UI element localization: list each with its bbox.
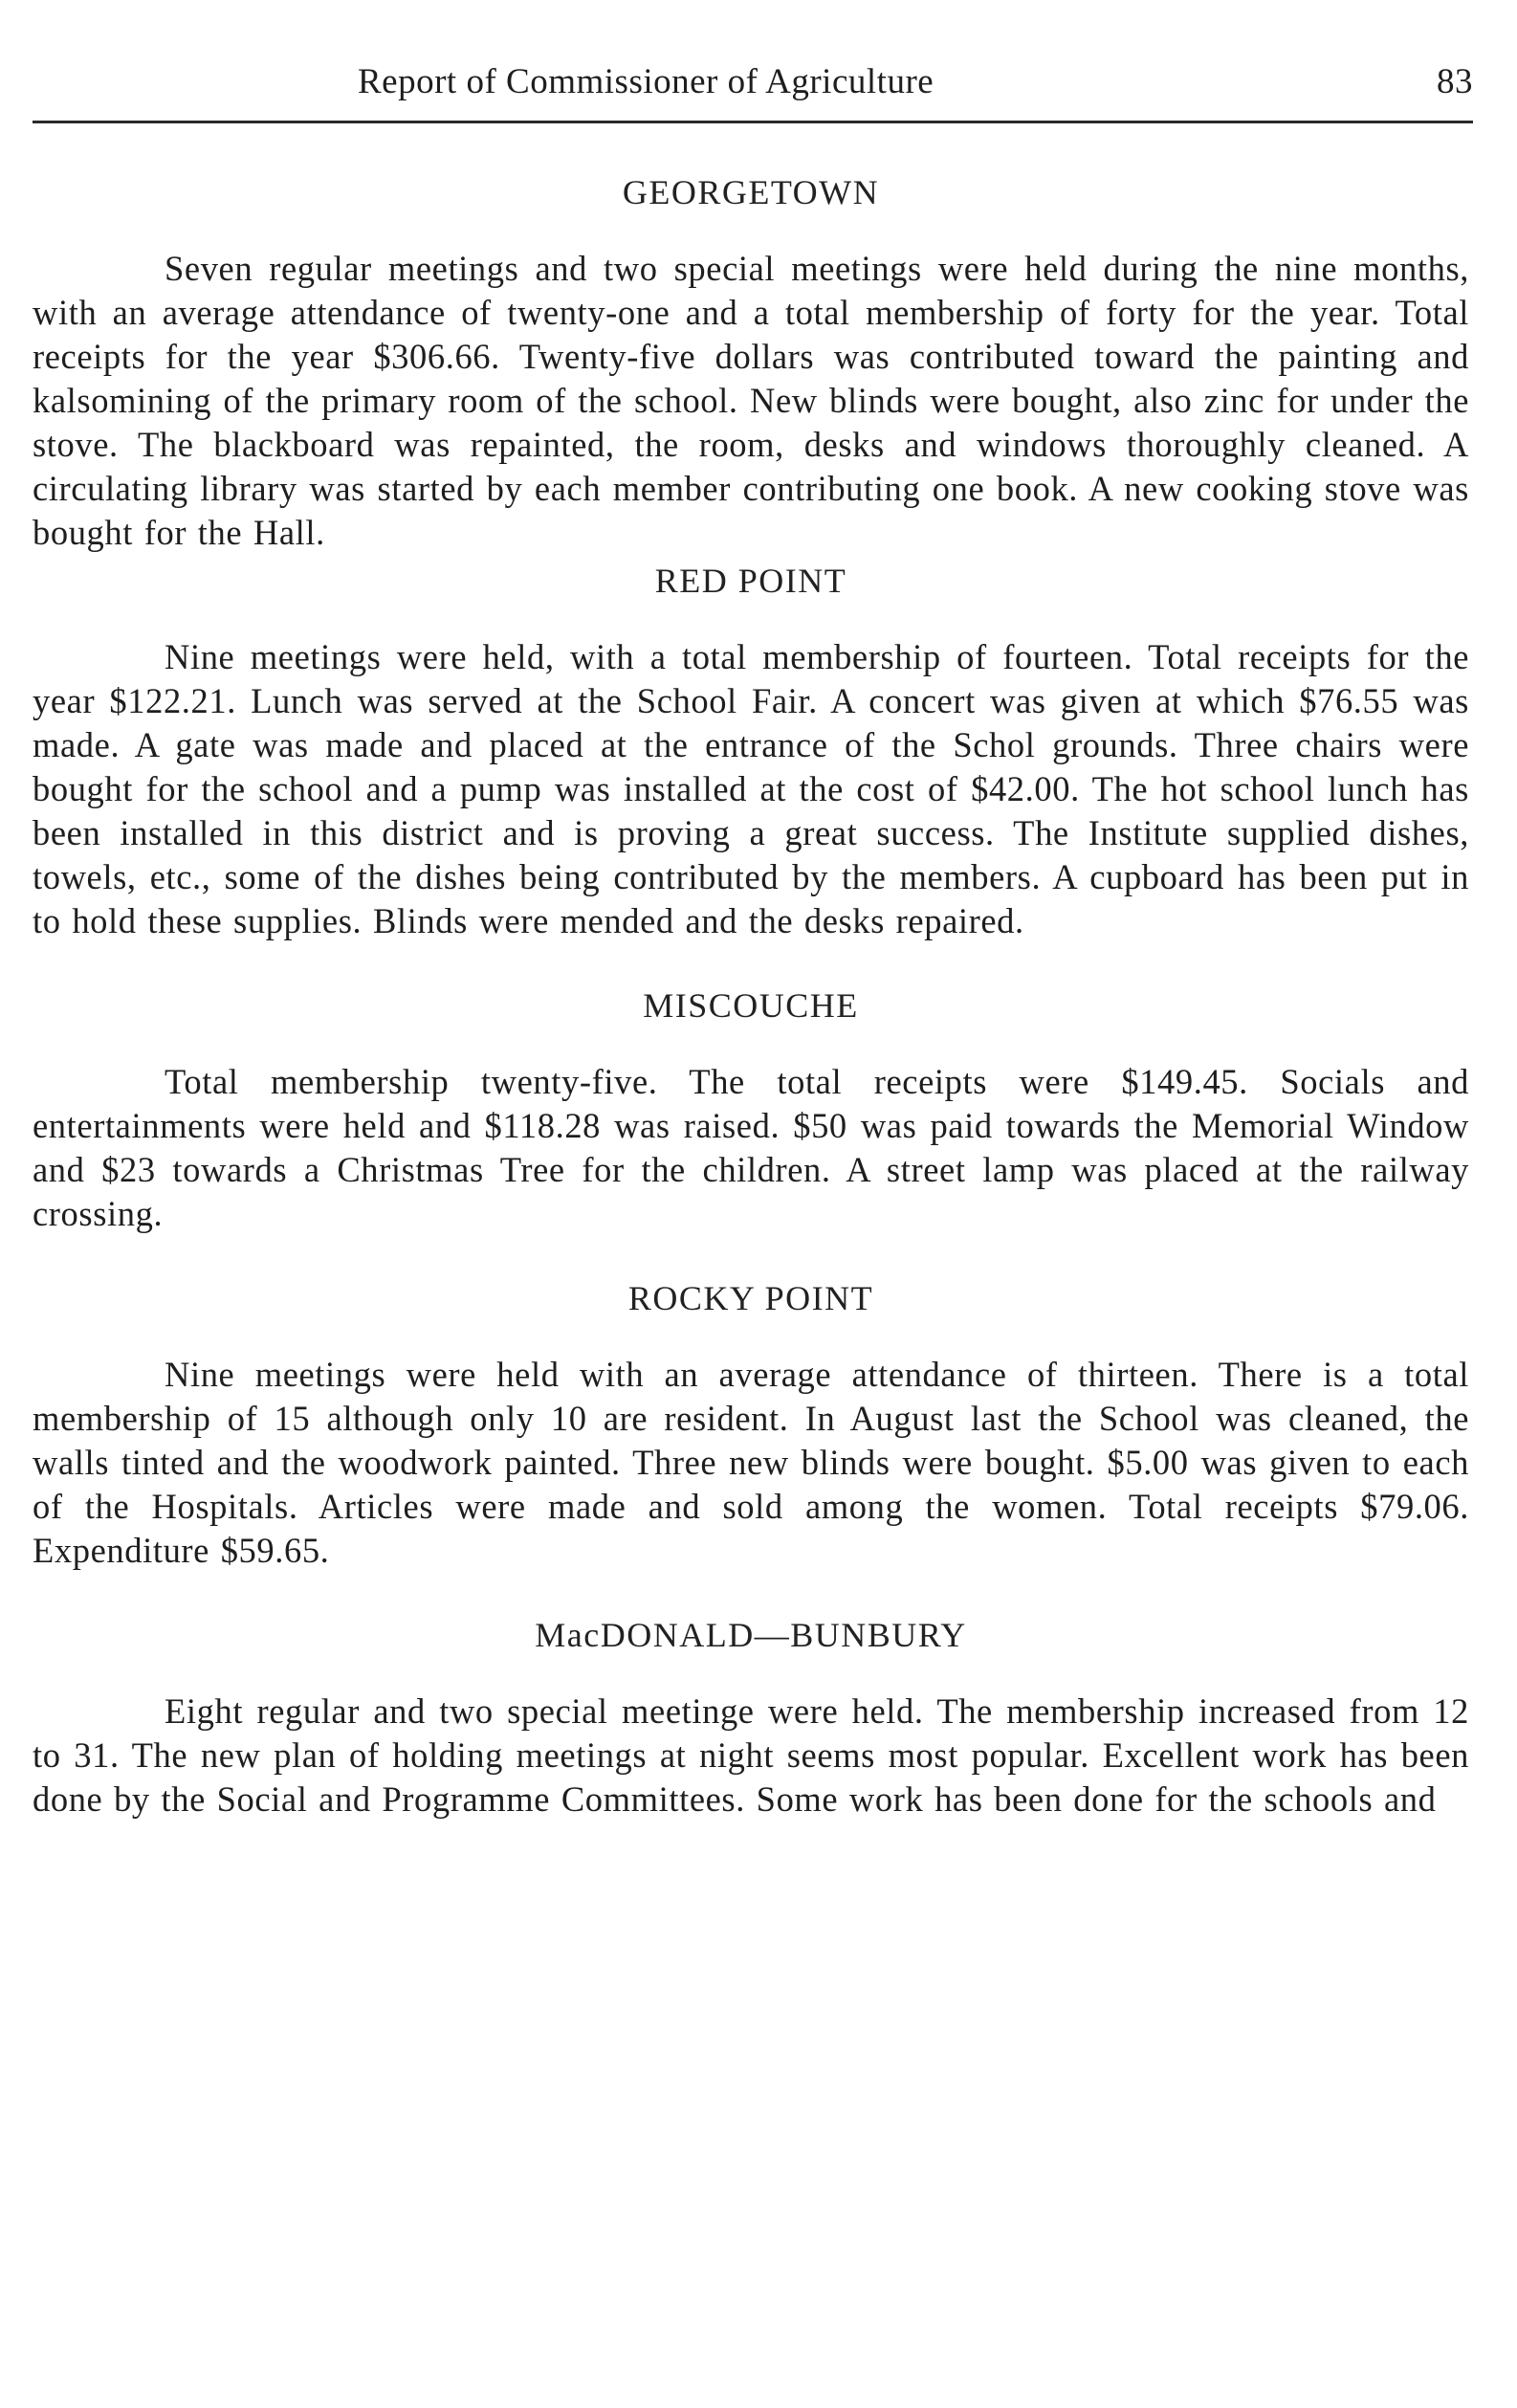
- page-number: 83: [1437, 62, 1473, 101]
- page-content: [33, 170, 1469, 1822]
- section-heading: ROCKY POINT: [627, 1279, 874, 1317]
- section-heading: MISCOUCHE: [643, 986, 859, 1025]
- section-rocky-point: [33, 1276, 1469, 1573]
- section-paragraph: Seven regular meetings and two special meetings were held during the nine months, with an average attendance of twenty-one and a total membership of forty for the year. Total receipts for the year $306.66. Twenty-five dollars was contributed toward the painting and kalsomining of the primary room of the school. New blinds were bought, also zinc for under the stove. The blackboard was repainted, the room, desks and windows thoroughly cleaned. A circulating library was started by each member contributing one book. A new cooking stove was bought for the Hall.: [33, 249, 1469, 552]
- section-heading: GEORGETOWN: [622, 173, 880, 211]
- section-paragraph: Eight regular and two special meetinge were held. The membership increased from 12 to 31. The new plan of holding meetings at night seems most popular. Excellent work has been done by the Social and Programme Committees. Some work has been done for the schools and: [33, 1691, 1469, 1819]
- section-miscouche: [33, 983, 1469, 1236]
- section-paragraph: Nine meetings were held with an average attendance of thirteen. There is a total membership of 15 although only 10 are resident. In August last the School was cleaned, the walls tinted and the woodwork painted. Three new blinds were bought. $5.00 was given to each of the Hospitals. Articles were made and sold among the women. Total receipts $79.06. Expenditure $59.65.: [33, 1355, 1469, 1570]
- document-page: [33, 0, 1473, 2408]
- section-heading: RED POINT: [654, 562, 847, 600]
- running-header: [33, 61, 1473, 119]
- section-georgetown: [33, 170, 1469, 555]
- section-heading: MacDONALD—BUNBURY: [535, 1616, 967, 1654]
- section-paragraph: Total membership twenty-five. The total receipts were $149.45. Socials and entertainments were held and $118.28 was raised. $50 was paid towards the Memorial Window and $23 towards a Christmas Tree for the children. A street lamp was placed at the railway crossing.: [33, 1062, 1469, 1233]
- section-red-point: [33, 559, 1469, 943]
- running-title: Report of Commissioner of Agriculture: [358, 62, 934, 101]
- section-macdonald-bunbury: [33, 1613, 1469, 1822]
- header-rule: [33, 121, 1473, 123]
- section-paragraph: Nine meetings were held, with a total membership of fourteen. Total receipts for the year $122.21. Lunch was served at the School Fair. A concert was given at which $76.55 was made. A gate was made and placed at the entrance of the Schol grounds. Three chairs were bought for the school and a pump was installed at the cost of $42.00. The hot school lunch has been installed in this district and is proving a great success. The Institute supplied dishes, towels, etc., some of the dishes being contributed by the members. A cupboard has been put in to hold these supplies. Blinds were mended and the desks repaired.: [33, 637, 1469, 940]
